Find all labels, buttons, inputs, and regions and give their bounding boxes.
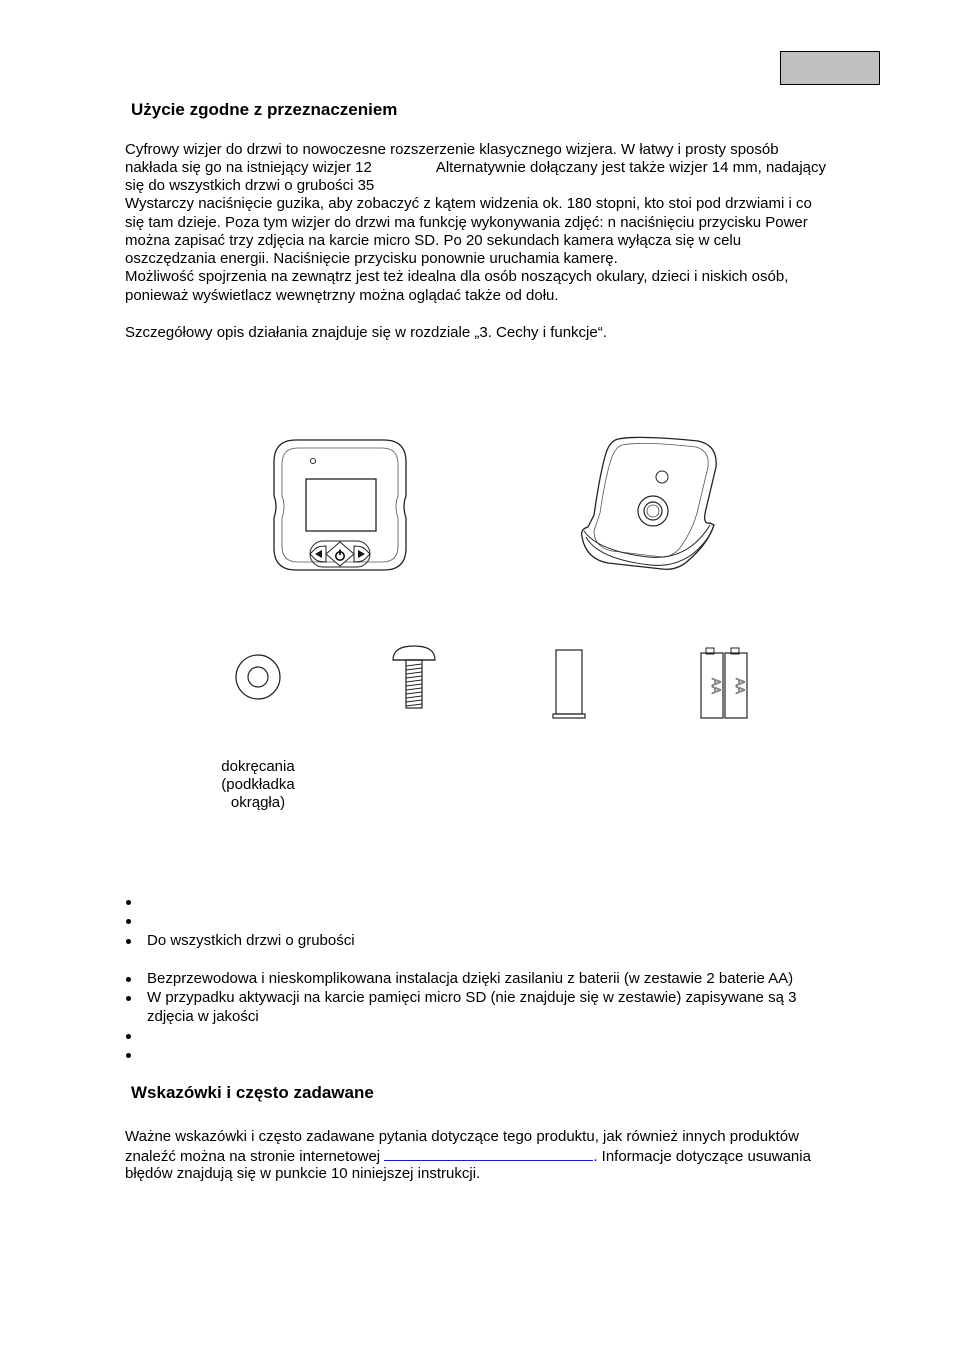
paragraph-line: Cyfrowy wizjer do drzwi to nowoczesne rozszerzenie klasycznego wizjera. W łatwy i prosty sposób [125,141,779,158]
bullet-text: Bezprzewodowa i nieskomplikowana instalacja dzięki zasilaniu z baterii (w zestawie 2 baterie AA) [147,970,794,987]
outdoor-camera-illustration [578,433,724,575]
bullet-dot [126,996,131,1001]
paragraph-line: można zapisać trzy zdjęcia na karcie micro SD. Po 20 sekundach kamera wyłącza się w celu [125,232,742,249]
bullet-text: W przypadku aktywacji na karcie pamięci micro SD (nie znajduje się w zestawie) zapisywane są 3 [147,989,797,1006]
washer-caption [198,758,318,812]
bullet-dot [126,919,131,924]
paragraph-fragment: znaleźć można na stronie internetowej [125,1148,381,1165]
bullet-dot [126,900,131,905]
caption-line: okrągła) [230,794,286,811]
paragraph-line: oszczędzania energii. Naciśnięcie przycisku ponownie uruchamia kamerę. [125,250,618,267]
bullet-dot [126,939,131,944]
paragraph-line: błędów znajdują się w punkcie 10 niniejszej instrukcji. [125,1165,481,1182]
bullet-dot [126,977,131,982]
paragraph-fragment: . Informacje dotyczące usuwania [593,1148,811,1165]
bullet-text: zdjęcia w jakości [147,1008,259,1025]
battery-label: AA [733,677,747,695]
paragraph-fragment: nakłada się go na istniejący wizjer 12 [125,159,372,176]
batteries-illustration [697,646,753,722]
paragraph-line: się tam dzieje. Poza tym wizjer do drzwi ma funkcję wykonywania zdjęć: n naciśnięciu przycisku Power [125,214,808,231]
paragraph-fragment: Alternatywnie dołączany jest także wizjer 14 mm, nadający [435,159,826,176]
paragraph-line: ponieważ wyświetlacz wewnętrzny można oglądać także od dołu. [125,287,559,304]
paragraph-line: Wystarczy naciśnięcie guzika, aby zobaczyć z kątem widzenia ok. 180 stopni, kto stoi pod drzwiami i co [125,195,812,212]
language-tab-box [780,51,880,85]
bullet-text: Do wszystkich drzwi o grubości [147,932,355,949]
indoor-monitor-illustration [268,436,412,574]
paragraph-line [125,159,826,177]
paragraph-line: Szczegółowy opis działania znajduje się w rozdziale „3. Cechy i funkcje“. [125,324,607,341]
screw-illustration [389,642,439,712]
washer-illustration [233,652,283,702]
paragraph-line [125,1146,811,1166]
caption-line: dokręcania [221,758,295,775]
paragraph-line: Możliwość spojrzenia na zewnątrz jest też idealna dla osób noszących okulary, dzieci i niskich osób, [125,268,789,285]
caption-line: (podkładka [221,776,295,793]
bullet-dot [126,1053,131,1058]
section-heading-intended-use: Użycie zgodne z przeznaczeniem [131,100,398,119]
section-heading-faq: Wskazówki i często zadawane [131,1083,374,1102]
spacer-tube-illustration [549,646,589,722]
website-link[interactable] [384,1146,593,1161]
battery-label: AA [709,677,723,695]
bullet-dot [126,1034,131,1039]
paragraph-line: Ważne wskazówki i często zadawane pytania dotyczące tego produktu, jak również innych produktów [125,1128,799,1145]
paragraph-line: się do wszystkich drzwi o grubości 35 [125,177,375,194]
